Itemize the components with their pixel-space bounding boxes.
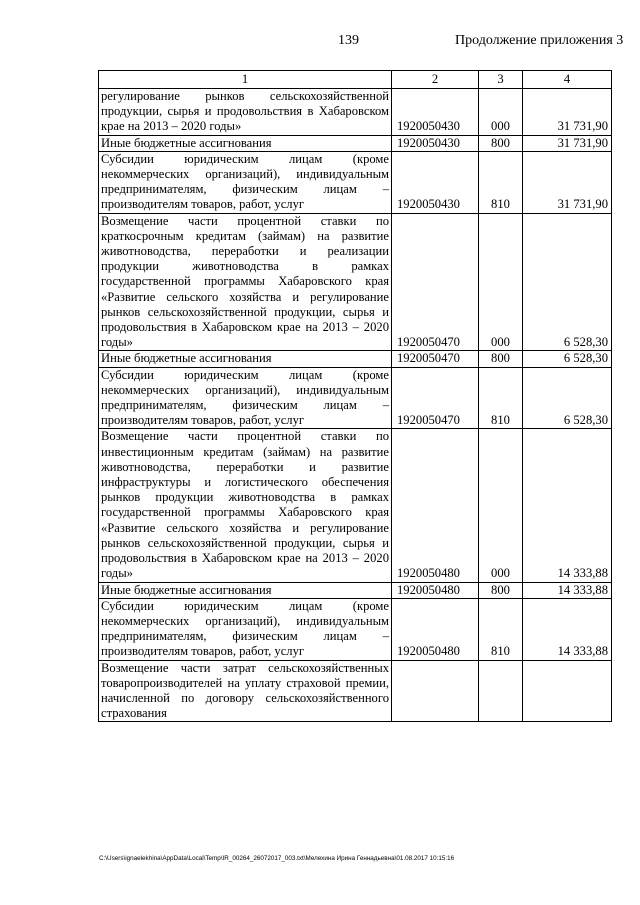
table-header-row: [99, 71, 612, 89]
row-name: Иные бюджетные ассигнования: [99, 135, 392, 151]
table-row: [99, 89, 612, 136]
table-row: [99, 213, 612, 351]
column-header: 2: [392, 71, 479, 89]
row-name: Возмещение части процентной ставки по краткосрочным кредитам (займам) на развитие животноводства, переработки и реализации продукции животноводства в рамках государственной программы Хабаровского края «Развитие сельского хозяйства и регулирование рынков сельскохозяйственной продукции, сырья и продовольствия в Хабаровском крае на 2013 – 2020 годы»: [99, 213, 392, 351]
row-name: Возмещение части затрат сельскохозяйственных товаропроизводителей на уплату страховой премии, начисленной по договору сельскохозяйственного страхования: [99, 660, 392, 722]
footer-file-path: C:\Users\ignaelekhina\AppData\Local\Temp\IR_00264_26072017_003.txt\Мелехина Ирина Геннадьевна\01.08.2017 10:15:16: [99, 855, 455, 862]
row-code: 1920050480: [392, 598, 479, 660]
column-header: 4: [523, 71, 612, 89]
row-code: 1920050480: [392, 582, 479, 598]
row-expense-type: 000: [479, 89, 523, 136]
row-code: 1920050430: [392, 135, 479, 151]
row-name: Возмещение части процентной ставки по инвестиционным кредитам (займам) на развитие животноводства, переработки и развитие инфраструктуры и логистического обеспечения рынков продукции животноводства в рамках государственной программы Хабаровского края «Развитие сельского хозяйства и регулирование рынков сельскохозяйственной продукции, сырья и продовольствия в Хабаровском крае на 2013 – 2020 годы»: [99, 429, 392, 582]
budget-table: [98, 70, 612, 722]
row-expense-type: 000: [479, 213, 523, 351]
row-amount: 31 731,90: [523, 89, 612, 136]
row-amount: 6 528,30: [523, 367, 612, 429]
column-header: 3: [479, 71, 523, 89]
column-header: 1: [99, 71, 392, 89]
row-amount: 14 333,88: [523, 429, 612, 582]
row-name: Субсидии юридическим лицам (кроме некоммерческих организаций), индивидуальным предпринимателям, физическим лицам – производителям товаров, работ, услуг: [99, 367, 392, 429]
row-expense-type: 800: [479, 135, 523, 151]
row-code: 1920050430: [392, 89, 479, 136]
table-row: [99, 351, 612, 367]
table-row: [99, 660, 612, 722]
row-code: 1920050470: [392, 351, 479, 367]
table-row: [99, 429, 612, 582]
row-amount: 6 528,30: [523, 213, 612, 351]
row-code: 1920050470: [392, 367, 479, 429]
row-code: 1920050430: [392, 151, 479, 213]
row-expense-type: 000: [479, 429, 523, 582]
table-row: [99, 582, 612, 598]
row-expense-type: 810: [479, 598, 523, 660]
row-expense-type: 810: [479, 151, 523, 213]
page-number: 139: [338, 33, 359, 48]
row-name: Иные бюджетные ассигнования: [99, 582, 392, 598]
row-expense-type: 810: [479, 367, 523, 429]
table-row: [99, 151, 612, 213]
row-expense-type: [479, 660, 523, 722]
table-row: [99, 367, 612, 429]
row-amount: 31 731,90: [523, 135, 612, 151]
table-row: [99, 135, 612, 151]
row-amount: 31 731,90: [523, 151, 612, 213]
row-amount: [523, 660, 612, 722]
continuation-title: Продолжение приложения 3: [455, 33, 624, 48]
row-expense-type: 800: [479, 582, 523, 598]
row-code: 1920050480: [392, 429, 479, 582]
row-amount: 14 333,88: [523, 598, 612, 660]
row-code: [392, 660, 479, 722]
row-name: Субсидии юридическим лицам (кроме некоммерческих организаций), индивидуальным предпринимателям, физическим лицам – производителям товаров, работ, услуг: [99, 151, 392, 213]
row-expense-type: 800: [479, 351, 523, 367]
row-amount: 6 528,30: [523, 351, 612, 367]
table-row: [99, 598, 612, 660]
row-name: Субсидии юридическим лицам (кроме некоммерческих организаций), индивидуальным предпринимателям, физическим лицам – производителям товаров, работ, услуг: [99, 598, 392, 660]
row-name: регулирование рынков сельскохозяйственной продукции, сырья и продовольствия в Хабаровском крае на 2013 – 2020 годы»: [99, 89, 392, 136]
row-name: Иные бюджетные ассигнования: [99, 351, 392, 367]
row-code: 1920050470: [392, 213, 479, 351]
row-amount: 14 333,88: [523, 582, 612, 598]
